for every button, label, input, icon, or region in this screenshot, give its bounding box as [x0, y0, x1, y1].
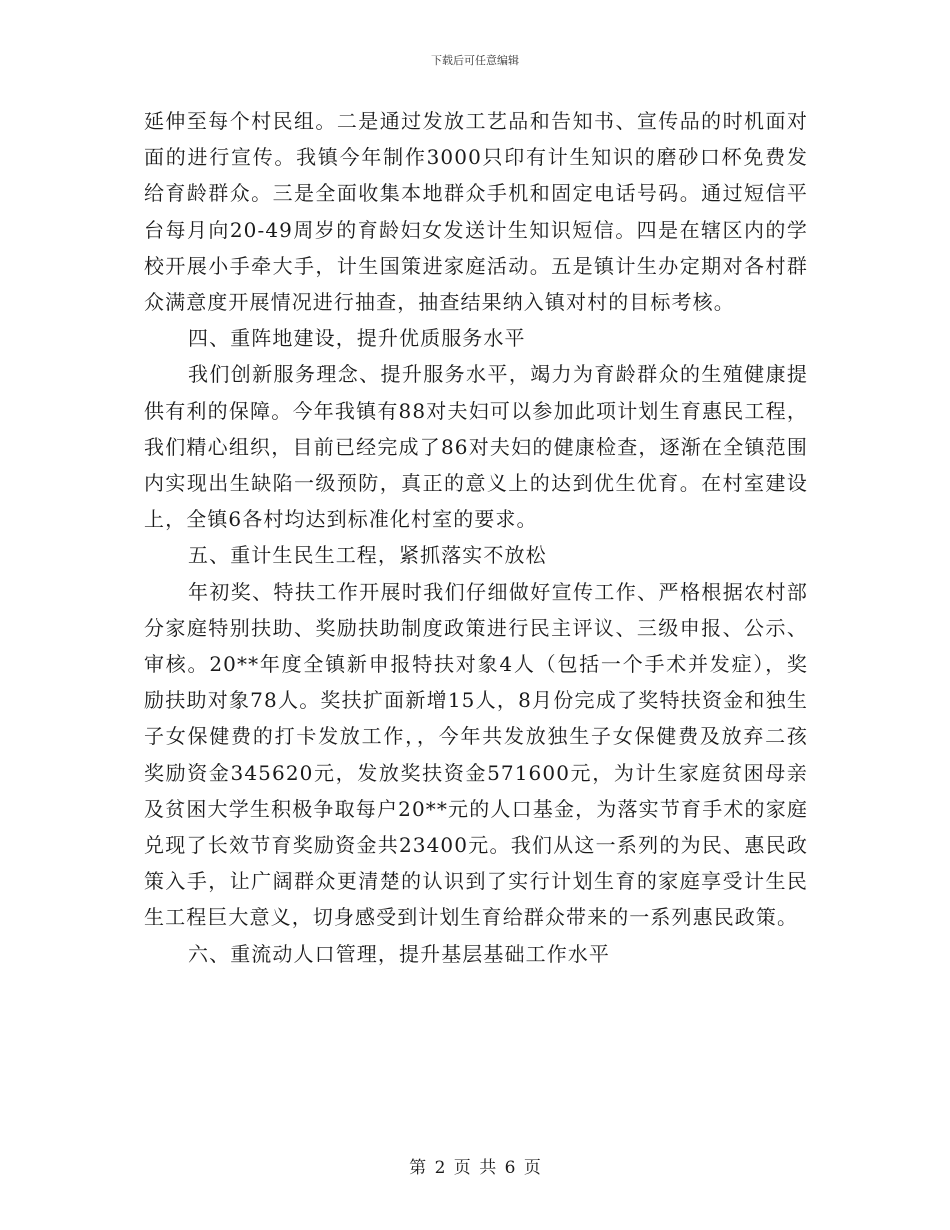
document-body: [144, 103, 808, 972]
paragraph-section-5: 年初奖、特扶工作开展时我们仔细做好宣传工作、严格根据农村部分家庭特别扶助、奖励扶助制度政策进行民主评议、三级申报、公示、审核。20**年度全镇新申报特扶对象4人（包括一个手术并发症），奖励扶助对象78人。奖扶扩面新增15人，8月份完成了奖特扶资金和独生子女保健费的打卡发放工作，，今年共发放独生子女保健费及放弃二孩奖励资金345620元，发放奖扶资金571600元，为计生家庭贫困母亲及贫困大学生积极争取每户20**元的人口基金，为落实节育手术的家庭兑现了长效节育奖励资金共23400元。我们从这一系列的为民、惠民政策入手，让广阔群众更清楚的认识到了实行计划生育的家庭享受计生民生工程巨大意义，切身感受到计划生育给群众带来的一系列惠民政策。: [144, 579, 808, 930]
paragraph-section-4: 我们创新服务理念、提升服务水平，竭力为育龄群众的生殖健康提供有利的保障。今年我镇有88对夫妇可以参加此项计划生育惠民工程，我们精心组织，目前已经完成了86对夫妇的健康检查，逐渐在全镇范围内实现出生缺陷一级预防，真正的意义上的达到优生优育。在村室建设上，全镇6各村均达到标准化村室的要求。: [144, 362, 808, 532]
paragraph-continuation: 延伸至每个村民组。二是通过发放工艺品和告知书、宣传品的时机面对面的进行宣传。我镇今年制作3000只印有计生知识的磨砂口杯免费发给育龄群众。三是全面收集本地群众手机和固定电话号码。通过短信平台每月向20-49周岁的育龄妇女发送计生知识短信。四是在辖区内的学校开展小手牵大手，计生国策进家庭活动。五是镇计生办定期对各村群众满意度开展情况进行抽查，抽查结果纳入镇对村的目标考核。: [144, 109, 808, 315]
section-heading-4: 四、重阵地建设，提升优质服务水平: [188, 326, 526, 351]
section-heading-5: 五、重计生民生工程，紧抓落实不放松: [188, 543, 547, 568]
section-heading-6: 六、重流动人口管理，提升基层基础工作水平: [188, 941, 610, 966]
page-header: 下载后可任意编辑: [431, 54, 519, 67]
page-number-footer: 第 2 页 共 6 页: [409, 1158, 541, 1178]
